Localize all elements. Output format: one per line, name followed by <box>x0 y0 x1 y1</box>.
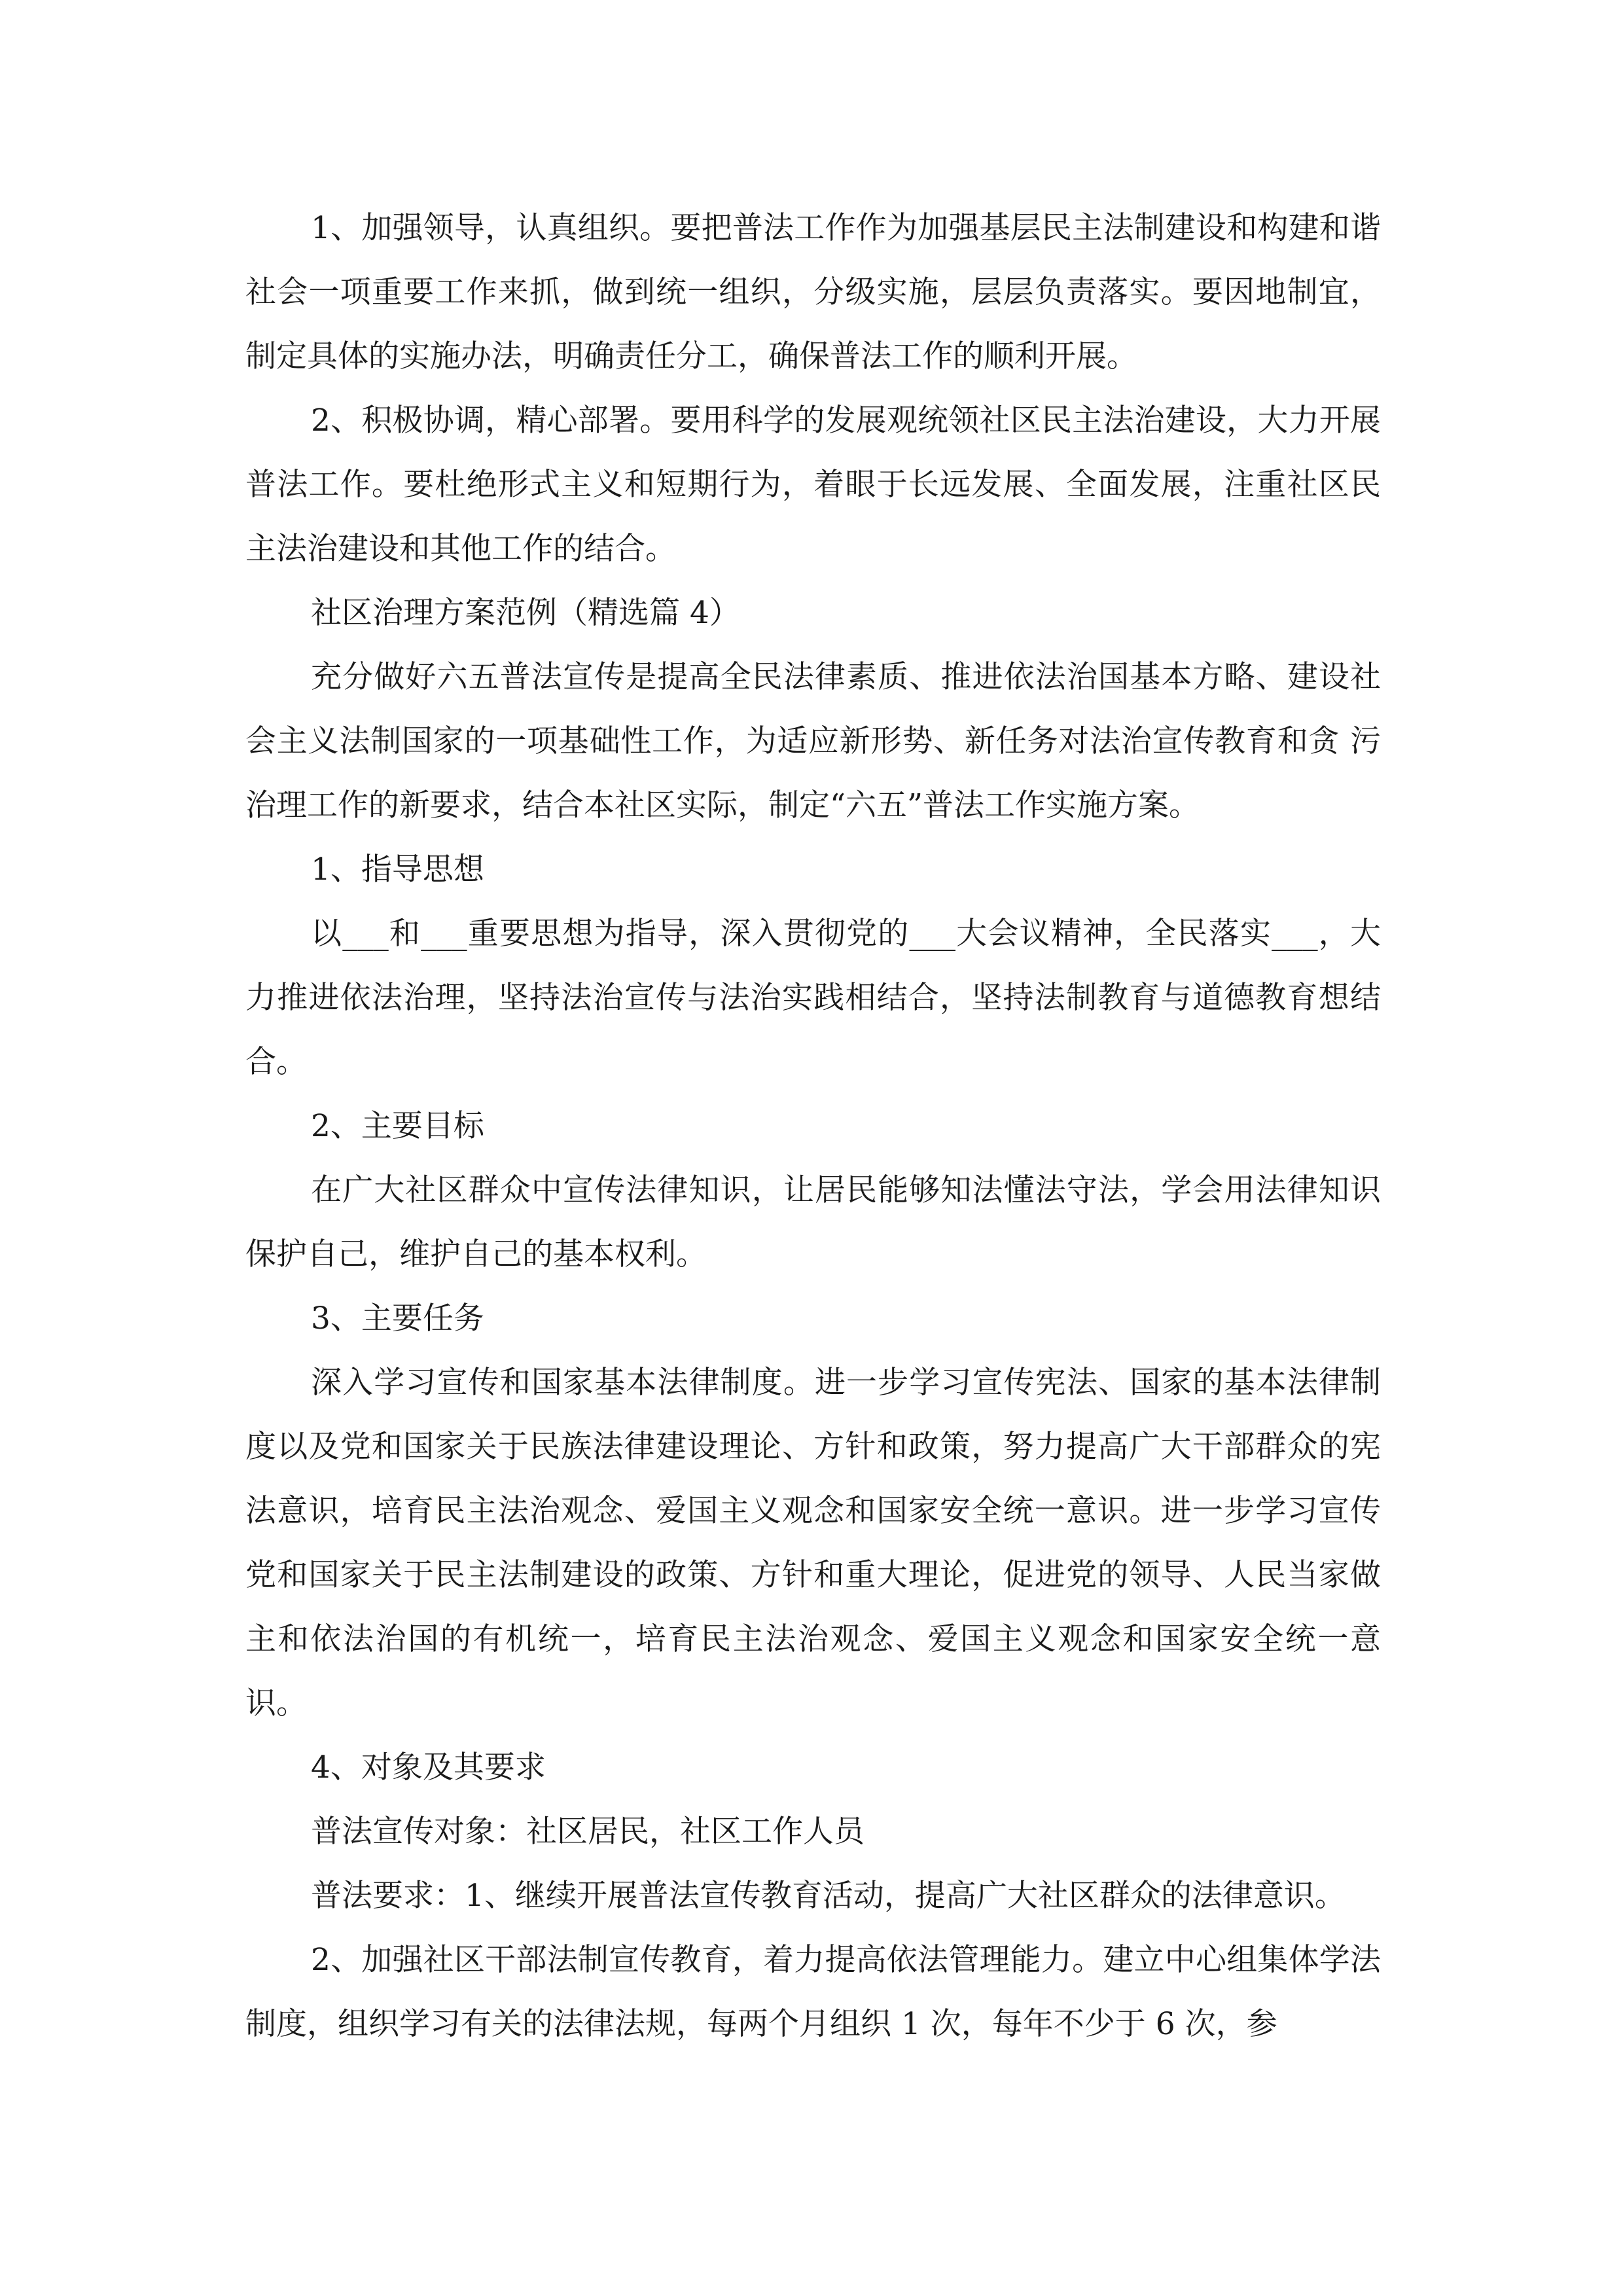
heading-main-task: 3、主要任务 <box>311 1300 484 1336</box>
paragraph-item-2: 2、积极协调，精心部署。要用科学的发展观统领社区民主法治建设，大力开展普法工作。要杜绝形式主义和短期行为，着眼于长远发展、全面发展，注重社区民主法治建设和其他工作的结合。 <box>245 403 1381 567</box>
requirements-paragraph: 普法要求：1、继续开展普法宣传教育活动，提高广大社区群众的法律意识。 <box>311 1878 1346 1914</box>
heading-main-goal: 2、主要目标 <box>311 1108 484 1144</box>
heading-guiding-thought: 1、指导思想 <box>311 852 484 888</box>
paragraph-item-1: 1、加强领导，认真组织。要把普法工作作为加强基层民主法制建设和构建和谐社会一项重要工作来抓，做到统一组织，分级实施，层层负责落实。要因地制宜，制定具体的实施办法，明确责任分工，确保普法工作的顺利开展。 <box>245 210 1381 374</box>
targets-paragraph: 普法宣传对象：社区居民，社区工作人员 <box>311 1814 865 1850</box>
heading-targets: 4、对象及其要求 <box>311 1749 546 1785</box>
document-page <box>245 196 1381 2056</box>
main-goal-paragraph: 在广大社区群众中宣传法律知识，让居民能够知法懂法守法，学会用法律知识保护自己，维护自己的基本权利。 <box>245 1172 1381 1272</box>
intro-paragraph: 充分做好六五普法宣传是提高全民法律素质、推进依法治国基本方略、建设社会主义法制国家的一项基础性工作，为适应新形势、新任务对法治宣传教育和贪 污治理工作的新要求，结合本社区实际，制定“六五”普法工作实施方案。 <box>245 659 1381 823</box>
section-title: 社区治理方案范例（精选篇 4） <box>311 595 740 631</box>
cadre-education-paragraph: 2、加强社区干部法制宣传教育，着力提高依法管理能力。建立中心组集体学法制度，组织学习有关的法律法规，每两个月组织 1 次，每年不少于 6 次，参 <box>245 1942 1381 2042</box>
guiding-thought-paragraph: 以___和___重要思想为指导，深入贯彻党的___大会议精神，全民落实___，大力推进依法治理，坚持法治宣传与法治实践相结合，坚持法制教育与道德教育想结合。 <box>245 916 1381 1080</box>
main-task-paragraph: 深入学习宣传和国家基本法律制度。进一步学习宣传宪法、国家的基本法律制度以及党和国家关于民族法律建设理论、方针和政策，努力提高广大干部群众的宪法意识，培育民主法治观念、爱国主义观念和国家安全统一意识。进一步学习宣传党和国家关于民主法制建设的政策、方针和重大理论，促进党的领导、人民当家做主和依法治国的有机统一，培育民主法治观念、爱国主义观念和国家安全统一意识。 <box>245 1365 1381 1721</box>
